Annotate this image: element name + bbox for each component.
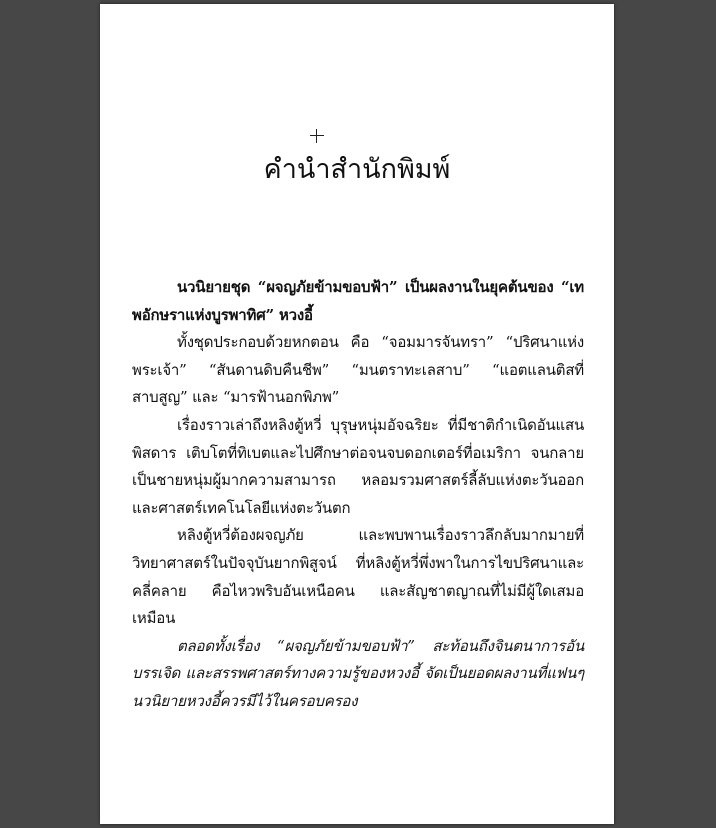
document-page <box>100 4 614 824</box>
paragraph-adventure: หลิงตู้หวี่ต้องผจญภัย และพบพานเรื่องราวลึกลับมากมายที่วิทยาศาสตร์ในปัจจุบันยากพิสูจน์ ที่หลิงตู้หวี่พึ่งพาในการไขปริศนาและคลี่คลาย คือไหวพริบอันเหนือคน และสัญชาตญาณที่ไม่มีผู้ใดเสมอเหมือน <box>132 526 584 628</box>
paragraph-conclusion: ตลอดทั้งเรื่อง “ผจญภัยข้ามขอบฟ้า” สะท้อนถึงจินตนาการอันบรรเจิด และสรรพศาสตร์ทางความรู้ของหวงอี้ จัดเป็นยอดผลงานที่แฟนๆ นวนิยายหวงอี้ควรมีไว้ในครอบครอง <box>132 636 584 710</box>
paragraph-series-list: ทั้งชุดประกอบด้วยหกตอน คือ “จอมมารจันทรา” “ปริศนาแห่งพระเจ้า” “สันดานดิบคืนชีพ” “มนตราทะเลสาบ” “แอตแลนติสที่สาบสูญ” และ “มารฟ้านอกพิภพ” <box>132 333 584 407</box>
paragraph-intro: นวนิยายชุด “ผจญภัยข้ามขอบฟ้า” เป็นผลงานในยุคต้นของ “เทพอักษราแห่งบูรพาทิศ” หวงอี้ <box>132 278 584 324</box>
crosshair-cursor-icon <box>310 129 324 143</box>
page-title: คำนำสำนักพิมพ์ <box>263 154 451 185</box>
paragraph-story: เรื่องราวเล่าถึงหลิงตู้หวี่ บุรุษหนุ่มอัจฉริยะ ที่มีชาติกำเนิดอันแสนพิสดาร เติบโตที่ทิเบตและไปศึกษาต่อจนจบดอกเตอร์ที่อเมริกา จนกลายเป็นชายหนุ่มผู้มากความสามารถ หลอมรวมศาสตร์ลี้ลับแห่งตะวันออกและศาสตร์เทคโนโลยีแห่งตะวันตก <box>132 415 584 517</box>
document-body <box>132 274 584 716</box>
